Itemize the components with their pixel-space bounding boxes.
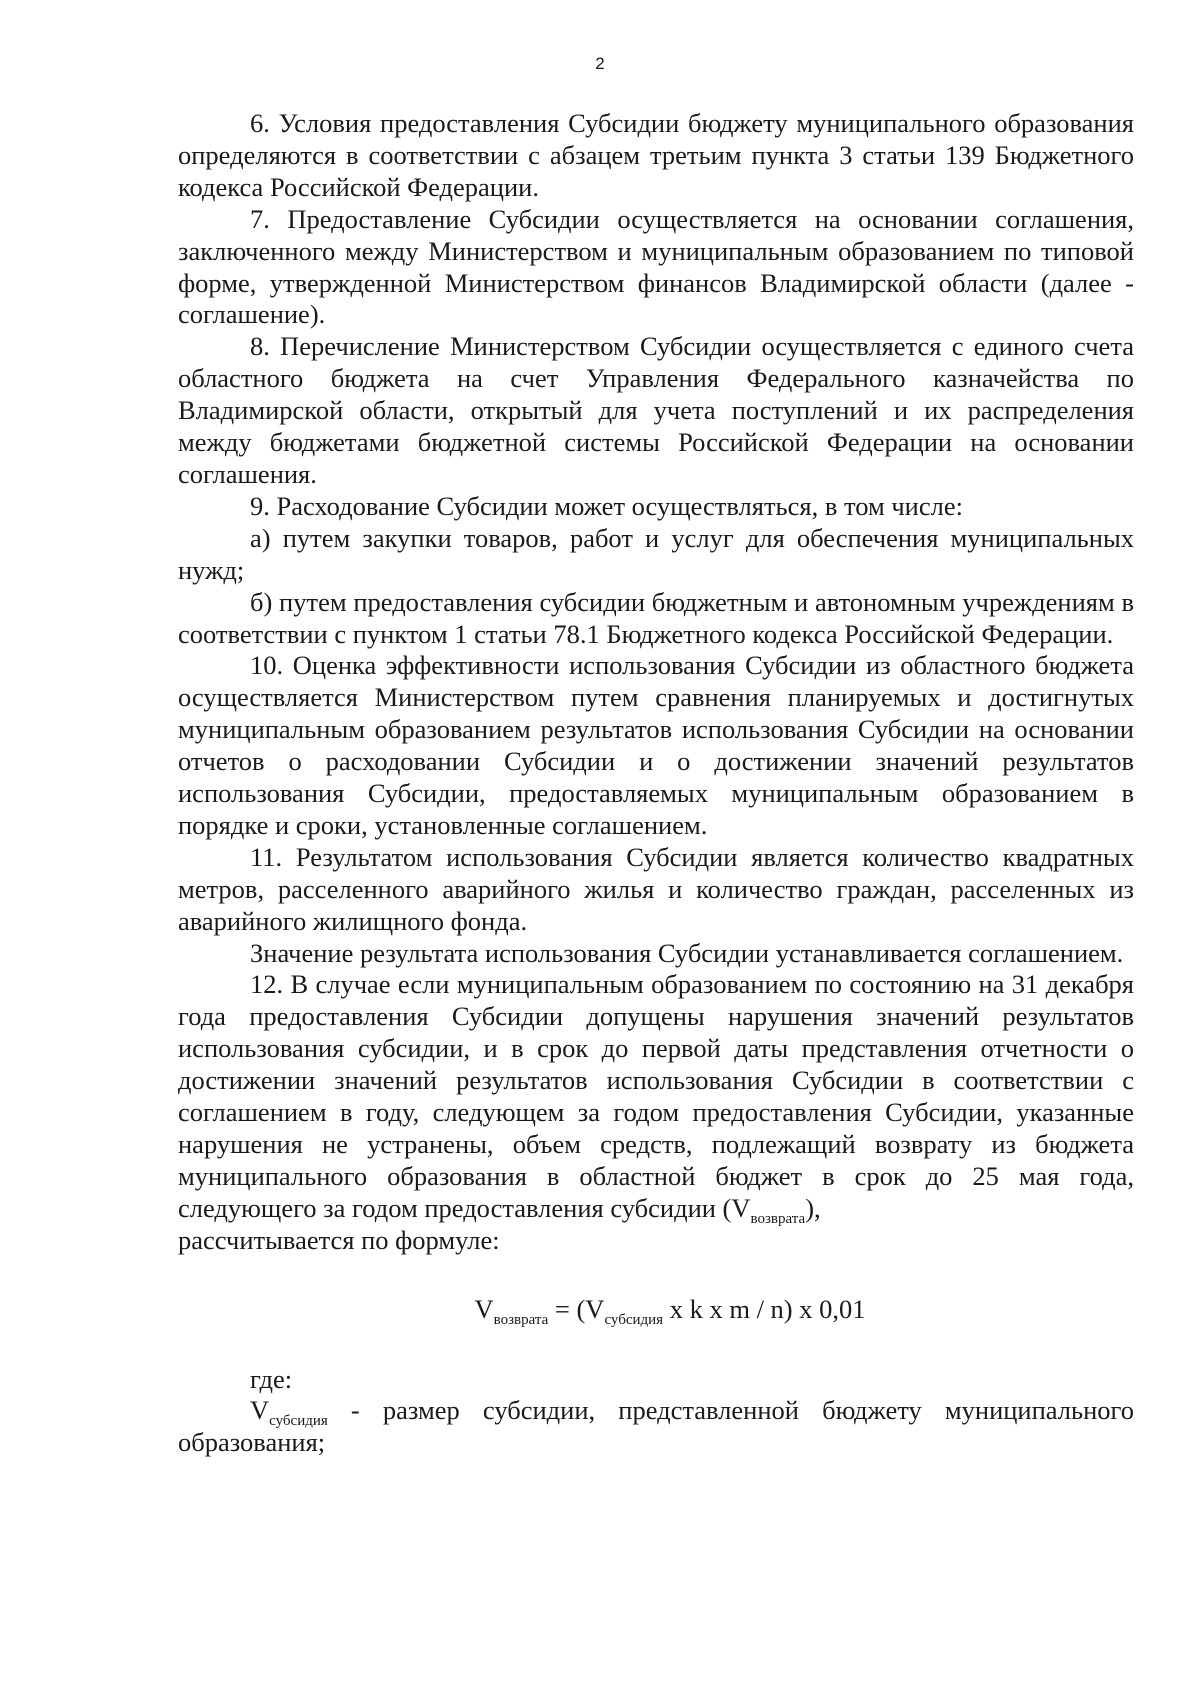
paragraph-12-tail: ), — [805, 1192, 821, 1223]
paragraph-11: 11. Результатом использования Субсидии является количество квадратных метров, расселенного аварийного жилья и количество граждан, расселенных из аварийного жилищного фонда. — [178, 841, 1134, 936]
v-return-symbol: V — [731, 1192, 751, 1223]
paragraph-9b: б) путем предоставления субсидии бюджетным и автономным учреждениям в соответствии с пунктом 1 статьи 78.1 Бюджетного кодекса Российской Федерации. — [178, 586, 1134, 649]
document-body — [178, 108, 1134, 1459]
paragraph-8: 8. Перечисление Министерством Субсидии осуществляется с единого счета областного бюджета на счет Управления Федерального казначейства по Владимирской области, открытый для учета поступлений и их распределения между бюджетами бюджетной системы Российской Федерации на основании соглашения. — [178, 331, 1134, 489]
formula-lhs: V — [474, 1293, 494, 1324]
formula-eq-open: = (V — [548, 1293, 605, 1324]
paragraph-12-text: 12. В случае если муниципальным образованием по состоянию на 31 декабря года предоставления Субсидии допущены нарушения значений результатов использования субсидии, и в срок до первой даты представления отчетности о достижении значений результатов использования Субсидии в соответствии с соглашением в году, следующем за годом предоставления Субсидии, указанные нарушения не устранены, объем средств, подлежащий возврату из бюджета муниципального образования в областной бюджет в срок до 25 мая года, следующего за годом предоставления субсидии ( — [178, 969, 1134, 1223]
paragraph-12-last-line: рассчитывается по формуле: — [178, 1224, 500, 1255]
paragraph-11-value: Значение результата использования Субсидии устанавливается соглашением. — [250, 937, 1124, 968]
paragraph-10: 10. Оценка эффективности использования Субсидии из областного бюджета осуществляется Министерством путем сравнения планируемых и достигнутых муниципальным образованием результатов использования Субсидии на основании отчетов о расходовании Субсидии и о достижении значений результатов использования Субсидии, предоставляемых муниципальным образованием в порядке и сроки, установленные соглашением. — [178, 650, 1134, 840]
paragraph-12 — [178, 969, 1134, 1227]
definition-text: - размер субсидии, представленной бюджету муниципального образования; — [178, 1395, 1134, 1458]
formula-lhs-subscript: возврата — [493, 1311, 549, 1328]
paragraph-9: 9. Расходование Субсидии может осуществляться, в том числе: — [250, 490, 963, 521]
paragraph-9a: а) путем закупки товаров, работ и услуг для обеспечения муниципальных нужд; — [178, 522, 1134, 585]
v-return-subscript: возврата — [750, 1210, 806, 1227]
definition-v-subsidy — [178, 1395, 1134, 1459]
definition-subscript: субсидия — [269, 1413, 328, 1430]
paragraph-6: 6. Условия предоставления Субсидии бюджету муниципального образования определяются в соответствии с абзацем третьим пункта 3 статьи 139 Бюджетного кодекса Российской Федерации. — [178, 108, 1134, 202]
where-label: где: — [250, 1363, 293, 1394]
page-number: 2 — [595, 54, 605, 73]
return-formula — [178, 1294, 1134, 1326]
definition-symbol: V — [250, 1395, 270, 1426]
formula-rhs-tail: x k x m / n) x 0,01 — [663, 1293, 866, 1324]
formula-rhs-subscript: субсидия — [604, 1311, 664, 1328]
paragraph-7: 7. Предоставление Субсидии осуществляется на основании соглашения, заключенного между Министерством и муниципальным образованием по типовой форме, утвержденной Министерством финансов Владимирской области (далее - соглашение). — [178, 203, 1134, 330]
